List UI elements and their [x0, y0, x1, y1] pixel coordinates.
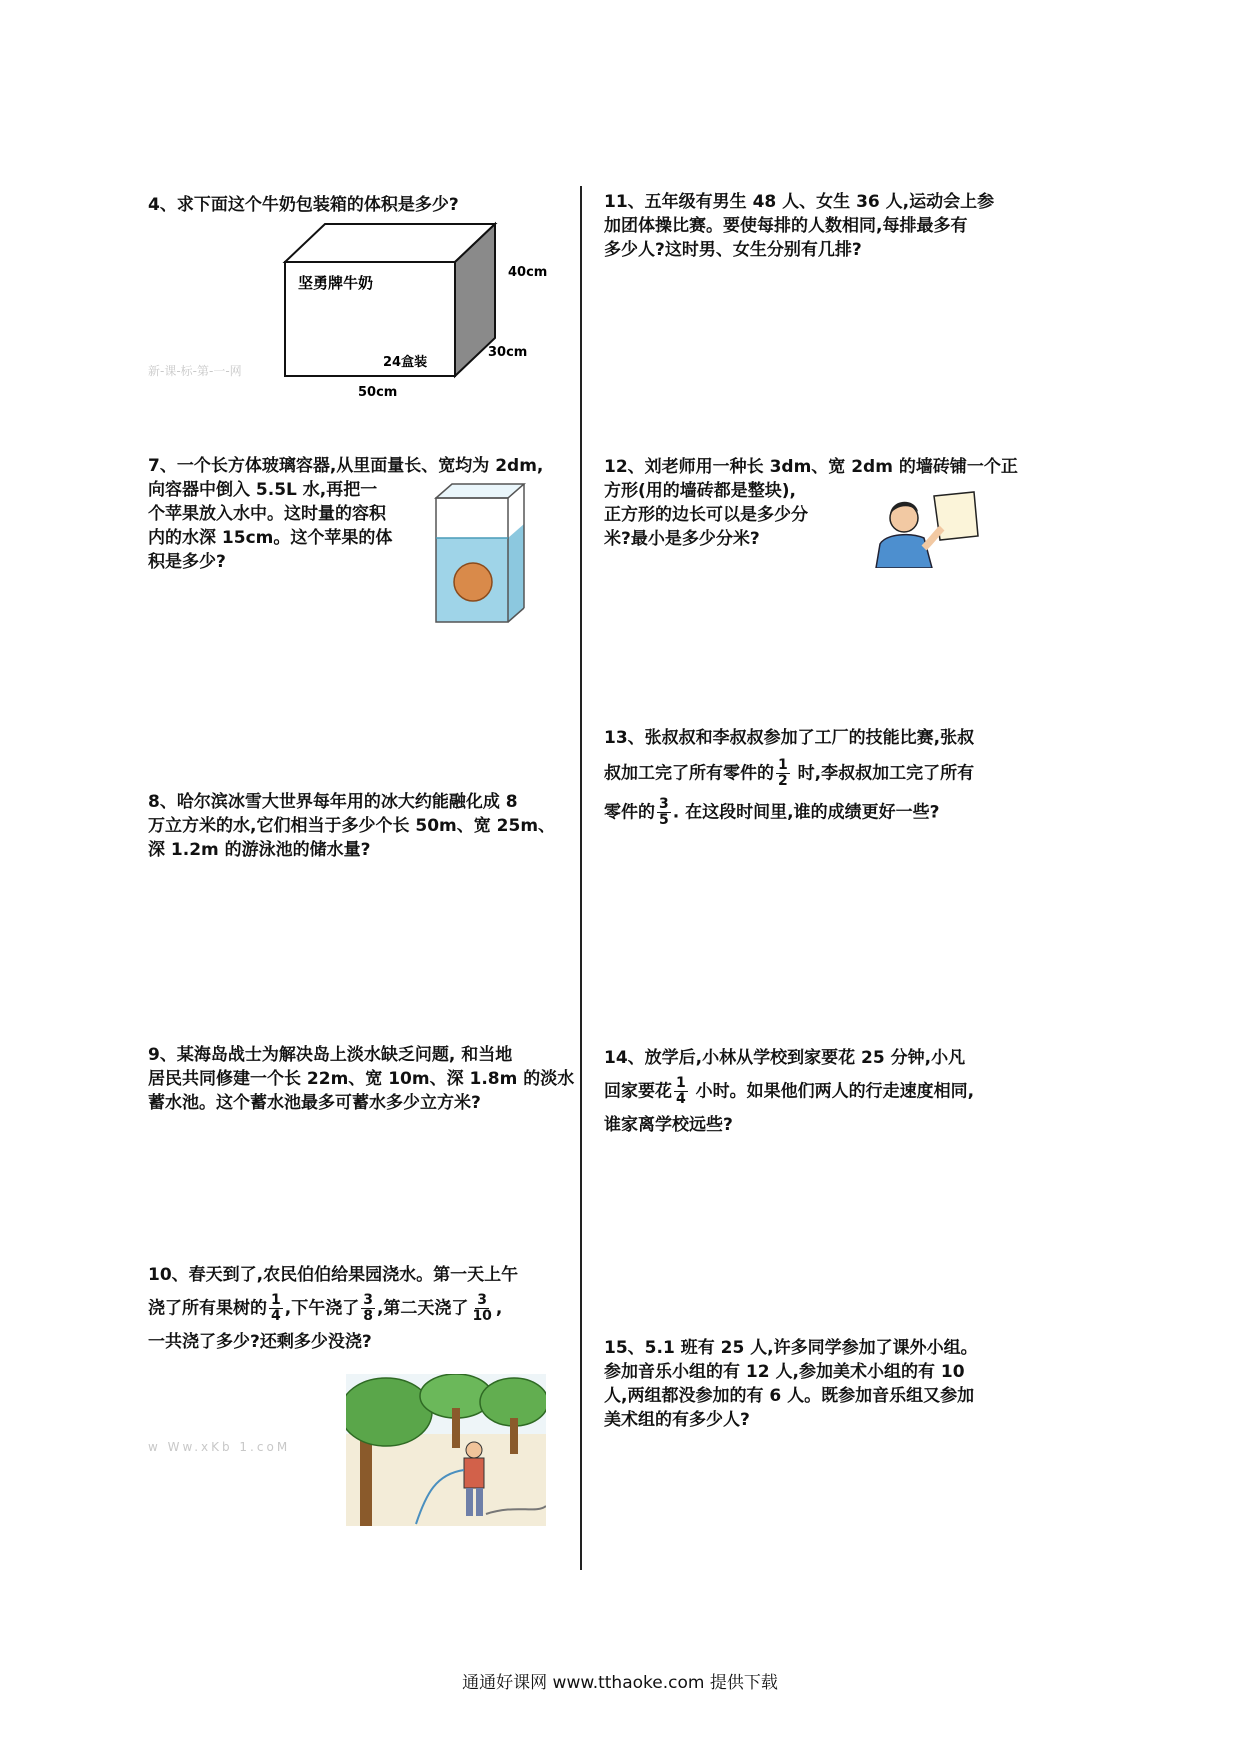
watermark-bottom: w Ww.xKb 1.coM	[148, 1440, 291, 1454]
question-8-line: 8、哈尔滨冰雪大世界每年用的冰大约能融化成 8	[148, 792, 518, 812]
question-11-line: 加团体操比赛。要使每排的人数相同,每排最多有	[604, 216, 968, 236]
teacher-figure	[870, 488, 990, 568]
question-12-line: 米?最小是多少分米?	[604, 529, 760, 549]
question-10-line: 浇了所有果树的 $\frac{1}{4}$ ,下午浇了 $\frac{3}{8}$ ,第二天浇了 $\frac{3}{10}$ ,	[148, 1292, 503, 1324]
question-7-line: 个苹果放入水中。这时量的容积	[148, 504, 386, 524]
apple-icon	[454, 563, 492, 601]
height-label: 40cm	[508, 265, 548, 280]
question-13-line: 叔加工完了所有零件的 $\frac{1}{2}$ 时,李叔叔加工完了所有	[604, 757, 975, 789]
fraction: $\frac{3}{5}$	[659, 796, 669, 828]
question-12-line: 方形(用的墙砖都是整块),	[604, 481, 796, 501]
question-12-line: 12、刘老师用一种长 3dm、宽 2dm 的墙砖铺一个正	[604, 457, 1018, 477]
question-15	[604, 1336, 978, 1432]
question-7-line: 内的水深 15cm。这个苹果的体	[148, 528, 393, 548]
question-7-line: 7、一个长方体玻璃容器,从里面量长、宽均为 2dm,	[148, 456, 544, 476]
milk-box-label: 坚勇牌牛奶	[298, 274, 374, 292]
question-7-line: 向容器中倒入 5.5L 水,再把一	[148, 480, 378, 500]
length-label: 50cm	[358, 385, 398, 400]
fraction: $\frac{1}{4}$	[676, 1075, 686, 1107]
question-14-line: 回家要花 $\frac{1}{4}$ 小时。如果他们两人的行走速度相同,	[604, 1075, 975, 1107]
watermark-top: 新-课-标-第-一-网	[148, 364, 242, 378]
milk-box-sublabel: 24盒装	[383, 355, 428, 370]
question-4-text: 4、求下面这个牛奶包装箱的体积是多少?	[148, 195, 459, 215]
question-11-line: 多少人?这时男、女生分别有几排?	[604, 240, 862, 260]
fraction: $\frac{1}{4}$	[271, 1292, 281, 1324]
question-15-line: 15、5.1 班有 25 人,许多同学参加了课外小组。	[604, 1338, 978, 1358]
glass-container-figure	[428, 478, 538, 628]
question-14	[604, 1046, 974, 1137]
question-9-line: 9、某海岛战士为解决岛上淡水缺乏问题, 和当地	[148, 1045, 513, 1065]
question-10-line: 一共浇了多少?还剩多少没浇?	[148, 1332, 372, 1352]
question-13-line: 零件的 $\frac{3}{5}$ . 在这段时间里,谁的成绩更好一些?	[604, 796, 940, 828]
question-8-line: 深 1.2m 的游泳池的储水量?	[148, 840, 371, 860]
question-12-line: 正方形的边长可以是多少分	[604, 505, 808, 525]
question-15-line: 人,两组都没参加的有 6 人。既参加音乐组又参加	[604, 1386, 975, 1406]
milk-box-figure	[240, 212, 660, 422]
question-13	[604, 726, 974, 828]
question-15-line: 美术组的有多少人?	[604, 1410, 750, 1430]
question-7-line: 积是多少?	[148, 552, 226, 572]
question-14-line: 14、放学后,小林从学校到家要花 25 分钟,小凡	[604, 1048, 966, 1068]
fraction: $\frac{1}{2}$	[778, 757, 788, 789]
depth-label: 30cm	[488, 345, 528, 360]
column-divider	[580, 186, 582, 1570]
question-8-line: 万立方米的水,它们相当于多少个长 50m、宽 25m、	[148, 816, 556, 836]
question-10-line: 10、春天到了,农民伯伯给果园浇水。第一天上午	[148, 1265, 519, 1285]
farmer-icon	[466, 1442, 482, 1458]
fraction: $\frac{3}{10}$	[472, 1292, 492, 1324]
question-9-line: 居民共同修建一个长 22m、宽 10m、深 1.8m 的淡水	[148, 1069, 575, 1089]
question-9-line: 蓄水池。这个蓄水池最多可蓄水多少立方米?	[148, 1093, 481, 1113]
question-8	[148, 790, 555, 862]
footer-credit: 通通好课网 www.tthaoke.com 提供下载	[462, 1673, 778, 1693]
question-11	[604, 190, 994, 262]
question-15-line: 参加音乐小组的有 12 人,参加美术小组的有 10	[604, 1362, 965, 1382]
question-9	[148, 1043, 574, 1115]
question-14-line: 谁家离学校远些?	[604, 1115, 733, 1135]
question-13-line: 13、张叔叔和李叔叔参加了工厂的技能比赛,张叔	[604, 728, 975, 748]
fraction: $\frac{3}{8}$	[363, 1292, 373, 1324]
question-10	[148, 1263, 518, 1354]
question-11-line: 11、五年级有男生 48 人、女生 36 人,运动会上参	[604, 192, 995, 212]
orchard-watering-figure	[346, 1374, 546, 1526]
